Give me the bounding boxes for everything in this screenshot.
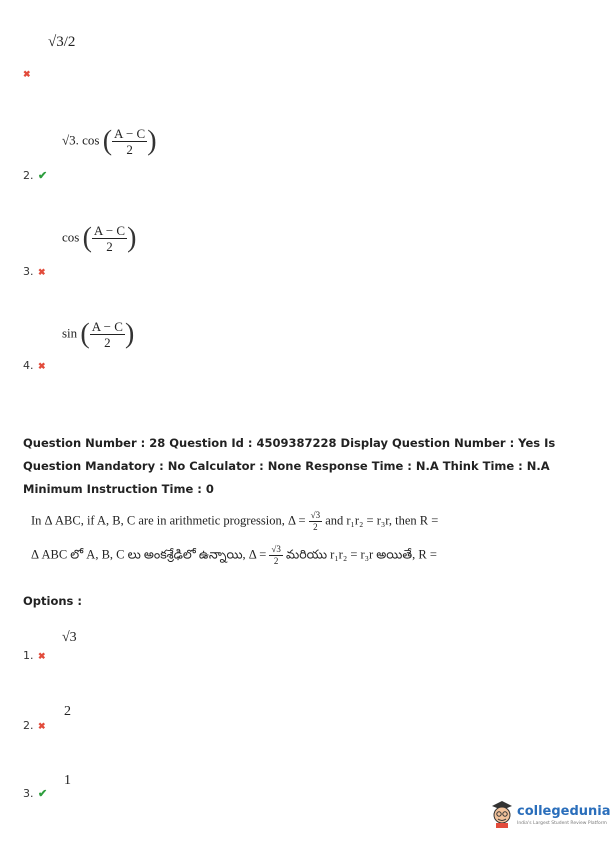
option-2-number: 2. xyxy=(23,169,34,182)
wrong-mark-icon: ✖ xyxy=(23,69,31,79)
fraction-numerator: √3 xyxy=(310,510,321,520)
logo-name: collegedunia xyxy=(517,804,611,819)
option-2-expression: √3. cos ( $\frac{A - C}{2}$ ) xyxy=(62,125,157,157)
question-telugu-suffix: మరియు r₁r₂ = r₃r అయితే, R = xyxy=(286,547,437,562)
option-3-function: cos xyxy=(62,229,80,245)
answer-3-number: 3. xyxy=(23,787,34,800)
option-4-fraction xyxy=(90,320,125,349)
question-english-suffix: and r₁r₂ = r₃r, then R = xyxy=(325,513,439,528)
answer-2-value: 2 xyxy=(64,704,71,719)
option-value-sqrt3-over-2 xyxy=(48,34,75,51)
correct-mark-icon: ✔ xyxy=(37,170,48,182)
fraction-denominator: 2 xyxy=(104,335,111,350)
logo-tagline: India's Largest Student Review Platform xyxy=(517,821,607,826)
question-english-prefix: In Δ ABC, if A, B, C are in arithmetic progression, Δ = xyxy=(31,513,306,528)
wrong-mark-icon: ✖ xyxy=(37,651,46,661)
answer-1-number-row xyxy=(23,646,46,664)
option-4-function: sin xyxy=(62,325,78,341)
fraction-numerator: A − C xyxy=(91,319,123,334)
question-telugu-prefix: Δ ABC లో A, B, C లు అంకశ్రేఢిలో ఉన్నాయి, Δ = xyxy=(31,547,267,562)
mascot-icon xyxy=(489,798,515,828)
fraction-numerator: √3 xyxy=(271,544,281,554)
question-text-english xyxy=(31,511,438,532)
fraction-numerator: A − C xyxy=(114,126,146,141)
answer-1-number: 1. xyxy=(23,649,34,662)
answer-1-value: √3 xyxy=(62,630,77,645)
fraction-denominator: 2 xyxy=(126,142,133,157)
collegedunia-logo xyxy=(489,796,611,832)
answer-3-value: 1 xyxy=(64,773,71,788)
option-3-fraction xyxy=(92,224,127,253)
option-3-expression: cos ( $\frac{A - C}{2}$ ) xyxy=(62,222,137,254)
question-metadata: Question Number : 28 Question Id : 4509387228 Display Question Number : Yes Is Question Mandatory : No Calculator : None Response Time : N.A Think Time : N.A Minimum Instruction Time : 0 xyxy=(23,436,556,496)
question-text-telugu xyxy=(31,545,437,566)
answer-2-number: 2. xyxy=(23,719,34,732)
options-label: Options : xyxy=(23,594,82,608)
wrong-mark-icon: ✖ xyxy=(37,361,46,371)
delta-fraction xyxy=(309,511,322,532)
fraction-numerator: A − C xyxy=(93,223,126,238)
delta-fraction xyxy=(269,545,282,566)
option-2-number-row xyxy=(23,166,47,184)
option-value-text: √3/2 xyxy=(48,34,76,50)
fraction-denominator: 2 xyxy=(273,556,279,566)
fraction-denominator: 2 xyxy=(106,239,113,254)
answer-2-number-row xyxy=(23,716,46,734)
option-2-fraction xyxy=(112,127,147,156)
fraction-denominator: 2 xyxy=(313,522,318,532)
option-3-number: 3. xyxy=(23,265,34,278)
answer-3-number-row xyxy=(23,784,47,802)
wrong-mark-icon: ✖ xyxy=(37,267,46,277)
option-4-expression: sin ( $\frac{A - C}{2}$ ) xyxy=(62,318,135,350)
option-3-number-row xyxy=(23,262,46,280)
correct-mark-icon: ✔ xyxy=(37,788,48,800)
option-2-function: √3. cos xyxy=(62,132,100,148)
option-4-number: 4. xyxy=(23,359,34,372)
option-4-number-row xyxy=(23,356,46,374)
wrong-mark-icon: ✖ xyxy=(37,721,46,731)
